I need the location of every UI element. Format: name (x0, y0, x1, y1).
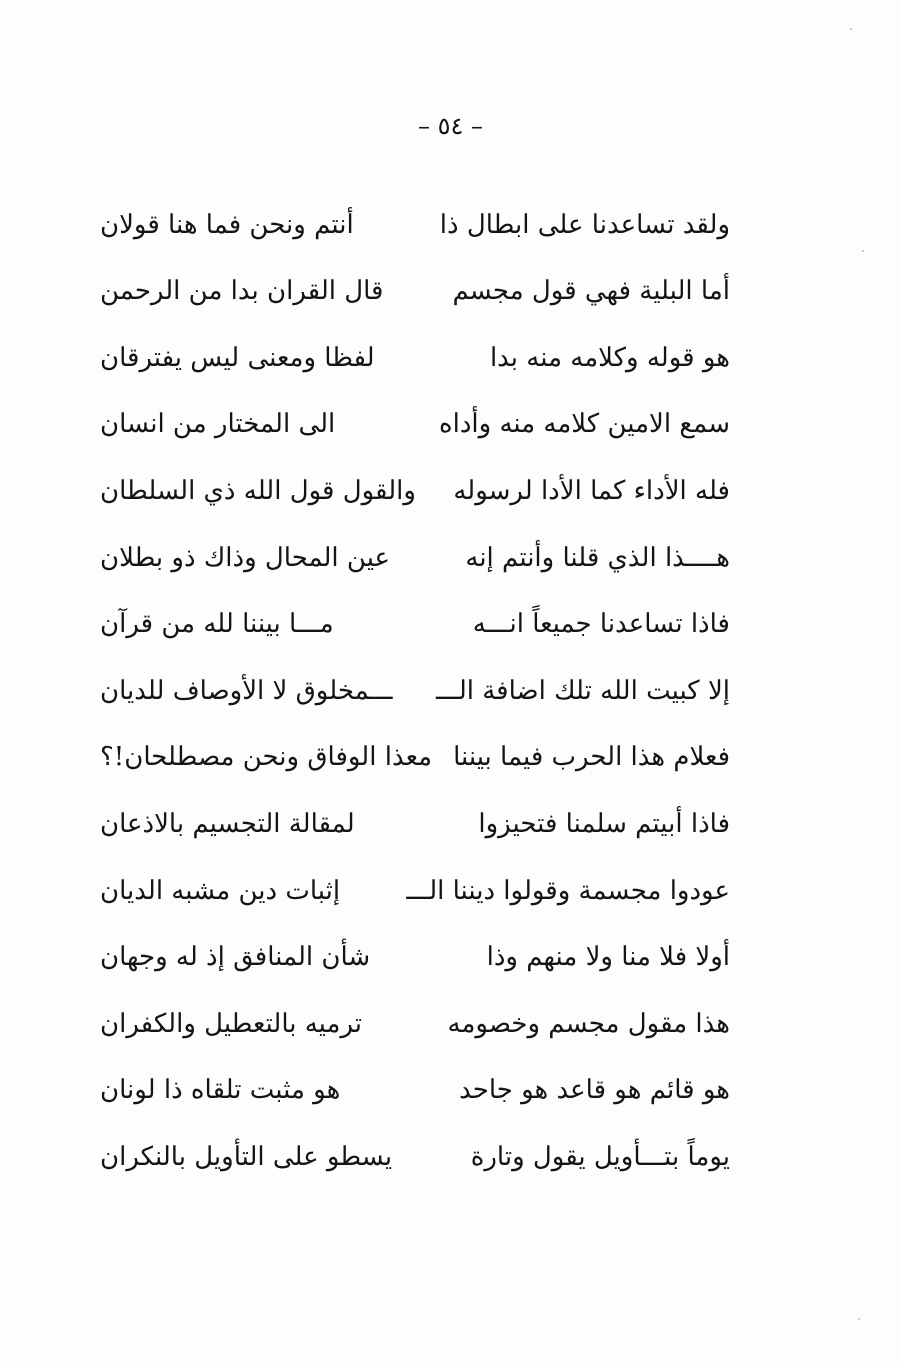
verse-first-hemistich: إلا كبيت الله تلك اضافة الـــ (435, 675, 730, 706)
verse-second-hemistich: إثبات دين مشبه الديان (100, 875, 341, 906)
verse-line (100, 991, 730, 1058)
verse-second-hemistich: عين المحال وذاك ذو بطلان (100, 542, 391, 573)
verse-line (100, 525, 730, 592)
paper-speck (862, 250, 864, 252)
verse-line (100, 192, 730, 259)
verse-first-hemistich: يوماً بتـــأويل يقول وتارة (470, 1142, 730, 1173)
verse-line (100, 791, 730, 858)
verse-line (100, 325, 730, 392)
verse-line (100, 392, 730, 459)
verse-first-hemistich: فاذا تساعدنا جميعاً انـــه (472, 609, 730, 640)
verse-line (100, 858, 730, 925)
verse-first-hemistich: عودوا مجسمة وقولوا ديننا الـــ (406, 875, 730, 906)
verse-line (100, 1058, 730, 1125)
verse-first-hemistich: هــــذا الذي قلنا وأنتم إنه (465, 542, 730, 573)
verse-first-hemistich: سمع الامين كلامه منه وأداه (438, 409, 730, 440)
verse-first-hemistich: فله الأداء كما الأدا لرسوله (453, 476, 730, 507)
verse-second-hemistich: قال القران بدا من الرحمن (100, 276, 384, 307)
verse-second-hemistich: لمقالة التجسيم بالاذعان (100, 809, 355, 840)
verse-first-hemistich: هو قائم هو قاعد هو جاحد (459, 1075, 730, 1106)
verse-line (100, 592, 730, 659)
verse-second-hemistich: ترميه بالتعطيل والكفران (100, 1008, 363, 1039)
verse-second-hemistich: مـــا بيننا لله من قرآن (100, 609, 334, 640)
verse-second-hemistich: هو مثبت تلقاه ذا لونان (100, 1075, 341, 1106)
verse-line (100, 1124, 730, 1191)
poem (100, 192, 730, 1191)
verse-second-hemistich: معذا الوفاق ونحن مصطلحان!؟ (100, 742, 433, 773)
verse-first-hemistich: فاذا أبيتم سلمنا فتحيزوا (478, 809, 730, 840)
verse-line (100, 658, 730, 725)
paper-speck (858, 1318, 860, 1320)
page-number: – ٥٤ – (417, 112, 484, 140)
verse-line (100, 259, 730, 326)
verse-second-hemistich: لفظا ومعنى ليس يفترقان (100, 342, 375, 373)
verse-line (100, 925, 730, 992)
paper-speck (850, 28, 852, 30)
verse-second-hemistich: والقول قول الله ذي السلطان (100, 476, 416, 507)
verse-second-hemistich: يسطو على التأويل بالنكران (100, 1142, 393, 1173)
verse-second-hemistich: الى المختار من انسان (100, 409, 336, 440)
verse-line (100, 458, 730, 525)
verse-first-hemistich: هو قوله وكلامه منه بدا (489, 342, 730, 373)
verse-first-hemistich: فعلام هذا الحرب فيما بيننا (453, 742, 730, 773)
verse-first-hemistich: أما البلية فهي قول مجسم (452, 276, 730, 307)
verse-line (100, 725, 730, 792)
verse-second-hemistich: أنتم ونحن فما هنا قولان (100, 209, 354, 240)
verse-first-hemistich: هذا مقول مجسم وخصومه (447, 1008, 730, 1039)
verse-first-hemistich: ولقد تساعدنا على ابطال ذا (439, 209, 730, 240)
verse-first-hemistich: أولا فلا منا ولا منهم وذا (486, 942, 730, 973)
verse-second-hemistich: شأن المنافق إذ له وجهان (100, 942, 371, 973)
verse-second-hemistich: ـــمخلوق لا الأوصاف للديان (100, 675, 393, 706)
